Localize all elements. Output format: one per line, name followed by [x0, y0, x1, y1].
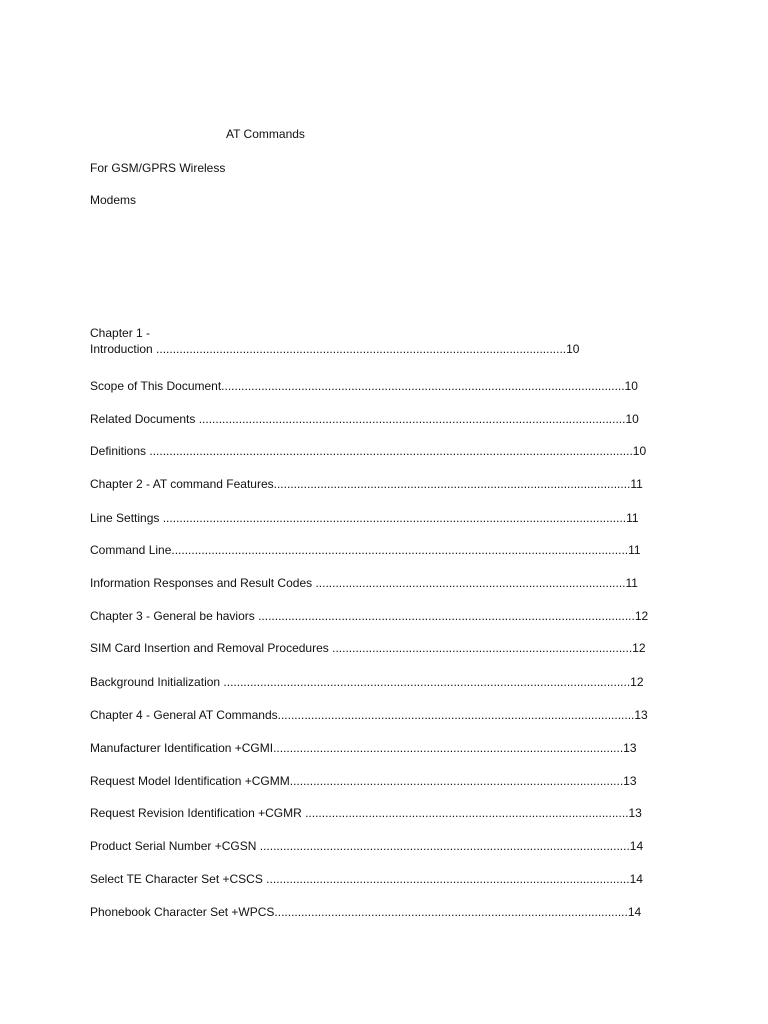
- document-subtitle-line1: For GSM/GPRS Wireless: [90, 161, 226, 175]
- toc-entry: [90, 542, 667, 558]
- toc-entry: [90, 871, 655, 887]
- toc-entry-line: Command Line.........................................................................................................................................11: [90, 543, 641, 557]
- toc-entry-line: Background Initialization ..........................................................................................................................12: [90, 675, 644, 689]
- toc-entry-line: Chapter 4 - General AT Commands...........................................................................................................13: [90, 708, 648, 722]
- toc-entry: [90, 740, 672, 756]
- toc-entry: [90, 325, 615, 357]
- toc-entry: [90, 707, 672, 723]
- toc-entry-line: Chapter 3 - General be haviors .................................................................................................................12: [90, 609, 649, 623]
- document-title: AT Commands: [226, 127, 305, 141]
- toc-entry-line: Phonebook Character Set +WPCS..........................................................................................................14: [90, 905, 642, 919]
- toc-entry: [90, 805, 665, 821]
- toc-entry-line: Information Responses and Result Codes .............................................................................................11: [90, 576, 638, 590]
- document-subtitle-line2: Modems: [90, 193, 137, 207]
- toc-entry: [90, 378, 666, 394]
- toc-entry-line: Line Settings ...........................................................................................................................................11: [90, 511, 639, 525]
- toc-entry: [90, 904, 660, 920]
- toc-entry-prefix: Chapter 1 -: [90, 326, 151, 340]
- toc-entry-line: Request Revision Identification +CGMR .................................................................................................13: [90, 806, 642, 820]
- toc-entry: [90, 640, 666, 656]
- toc-entry-line: Product Serial Number +CGSN ...............................................................................................................14: [90, 839, 644, 853]
- toc-entry-line: SIM Card Insertion and Removal Procedures ..........................................................................................12: [90, 641, 646, 655]
- toc-entry-line: Manufacturer Identification +CGMI.........................................................................................................13: [90, 741, 637, 755]
- toc-entry-line: Introduction ...........................................................................................................................10: [90, 342, 580, 356]
- toc-entry: [90, 411, 668, 427]
- toc-entry-line: Chapter 2 - AT command Features...........................................................................................................11: [90, 477, 643, 491]
- toc-entry-line: Select TE Character Set +CSCS .............................................................................................................14: [90, 872, 643, 886]
- toc-entry-line: Request Model Identification +CGMM....................................................................................................13: [90, 774, 637, 788]
- toc-entry-line: Related Documents ................................................................................................................................10: [90, 412, 639, 426]
- toc-entry: [90, 443, 670, 459]
- toc-entry: [90, 575, 665, 591]
- toc-entry: [90, 510, 667, 526]
- toc-entry: [90, 773, 670, 789]
- toc-entry-line: Scope of This Document.........................................................................................................................10: [90, 379, 638, 393]
- toc-entry: [90, 476, 672, 492]
- toc-entry-line: Definitions .................................................................................................................................................10: [90, 444, 647, 458]
- toc-entry: [90, 674, 672, 690]
- toc-entry: [90, 608, 690, 624]
- toc-entry: [90, 838, 664, 854]
